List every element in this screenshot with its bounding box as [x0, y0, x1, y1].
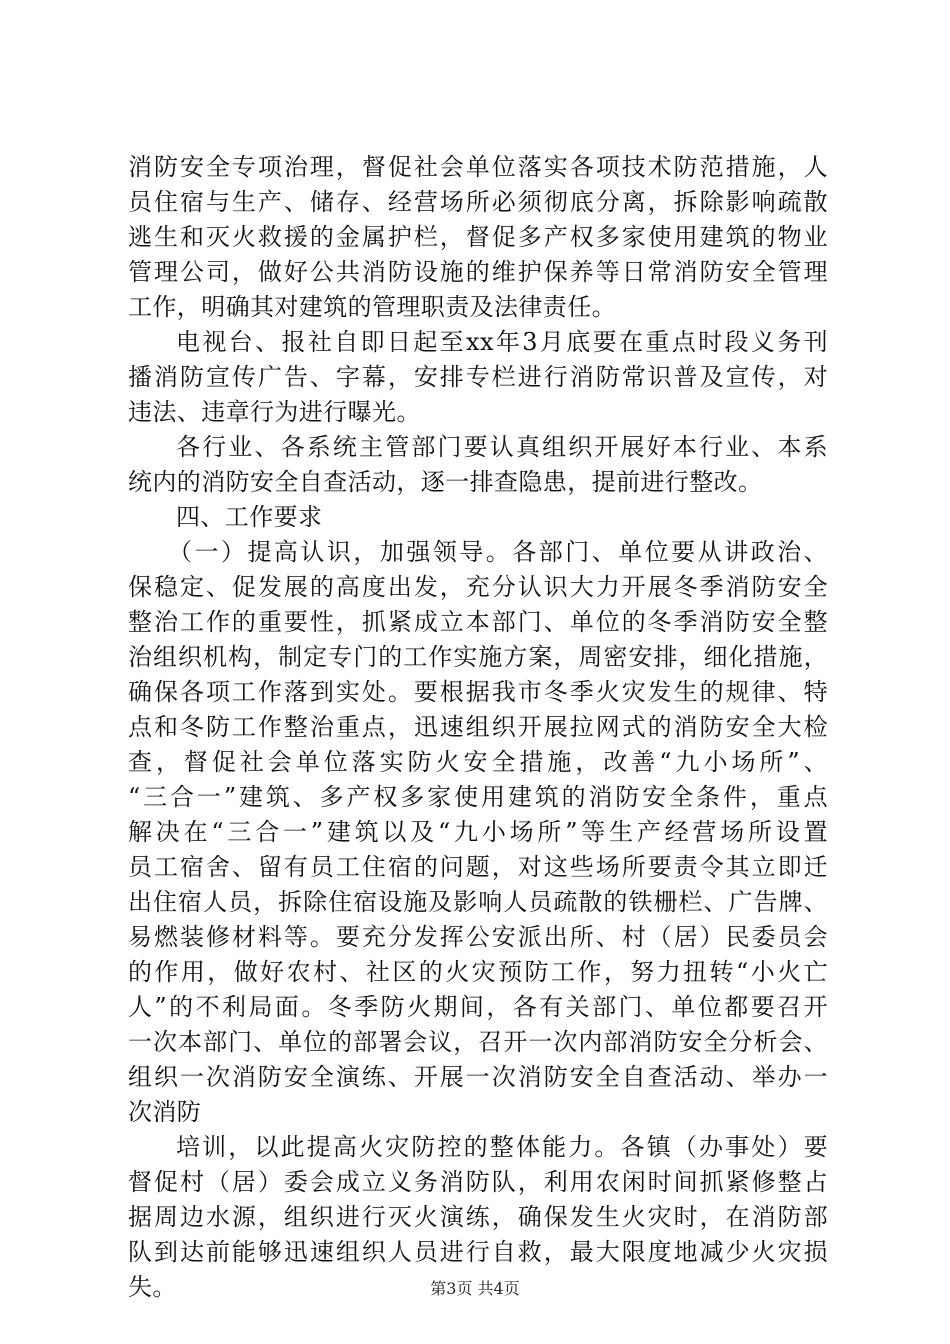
text-line: 解决在“三合一”建筑以及“九小场所”等生产经营场所设置 — [128, 818, 828, 846]
text-line: 保稳定、促发展的高度出发，充分认识大力开展冬季消防安全 — [128, 573, 828, 601]
text-line: 查，督促社会单位落实防火安全措施，改善“九小场所”、 — [128, 748, 828, 776]
text-line: 队到达前能够迅速组织人员进行自救，最大限度地减少火灾损 — [128, 1238, 828, 1266]
text-line: 整治工作的重要性，抓紧成立本部门、单位的冬季消防安全整 — [128, 608, 828, 636]
text-line: 确保各项工作落到实处。要根据我市冬季火灾发生的规律、特 — [128, 678, 828, 706]
text-line: “三合一”建筑、多产权多家使用建筑的消防安全条件，重点 — [128, 783, 828, 811]
text-line: 员住宿与生产、储存、经营场所必须彻底分离，拆除影响疏散 — [128, 188, 828, 216]
text-line: 播消防宣传广告、字幕，安排专栏进行消防常识普及宣传，对 — [128, 363, 828, 391]
text-line: 次消防 — [128, 1098, 202, 1126]
page-footer — [0, 1279, 950, 1299]
text-line: 逃生和灭火救援的金属护栏，督促多产权多家使用建筑的物业 — [128, 223, 828, 251]
paragraph-start-line: （一）提高认识，加强领导。各部门、单位要从讲政治、 — [168, 538, 828, 566]
text-line: 组织一次消防安全演练、开展一次消防安全自查活动、举办一 — [128, 1063, 828, 1091]
paragraph-start-line: 电视台、报社自即日起至xx年3月底要在重点时段义务刊 — [176, 328, 828, 356]
section-heading: 四、工作要求 — [176, 503, 323, 531]
text-line: 统内的消防安全自查活动，逐一排查隐患，提前进行整改。 — [128, 468, 763, 496]
text-line: 的作用，做好农村、社区的火灾预防工作，努力扭转“小火亡 — [128, 958, 828, 986]
text-line: 失。 — [128, 1273, 177, 1301]
text-line: 出住宿人员，拆除住宿设施及影响人员疏散的铁栅栏、广告牌、 — [128, 888, 828, 916]
text-line: 督促村（居）委会成立义务消防队，利用农闲时间抓紧修整占 — [128, 1168, 828, 1196]
text-line: 点和冬防工作整治重点，迅速组织开展拉网式的消防安全大检 — [128, 713, 828, 741]
text-line: 员工宿舍、留有员工住宿的问题，对这些场所要责令其立即迁 — [128, 853, 828, 881]
paragraph-start-line: 培训，以此提高火灾防控的整体能力。各镇（办事处）要 — [176, 1133, 828, 1161]
text-line: 人”的不利局面。冬季防火期间，各有关部门、单位都要召开 — [128, 993, 828, 1021]
paragraph-start-line: 各行业、各系统主管部门要认真组织开展好本行业、本系 — [176, 433, 828, 461]
page-number-label: 第3页 共4页 — [430, 1279, 520, 1298]
text-line: 管理公司，做好公共消防设施的维护保养等日常消防安全管理 — [128, 258, 828, 286]
text-line: 消防安全专项治理，督促社会单位落实各项技术防范措施，人 — [128, 153, 828, 181]
text-line: 违法、违章行为进行曝光。 — [128, 398, 421, 426]
text-line: 治组织机构，制定专门的工作实施方案，周密安排，细化措施， — [128, 643, 828, 671]
text-line: 工作，明确其对建筑的管理职责及法律责任。 — [128, 293, 616, 321]
document-body — [128, 150, 828, 1305]
text-line: 易燃装修材料等。要充分发挥公安派出所、村（居）民委员会 — [128, 923, 828, 951]
text-line: 一次本部门、单位的部署会议，召开一次内部消防安全分析会、 — [128, 1028, 828, 1056]
text-line: 据周边水源，组织进行灭火演练，确保发生火灾时，在消防部 — [128, 1203, 828, 1231]
